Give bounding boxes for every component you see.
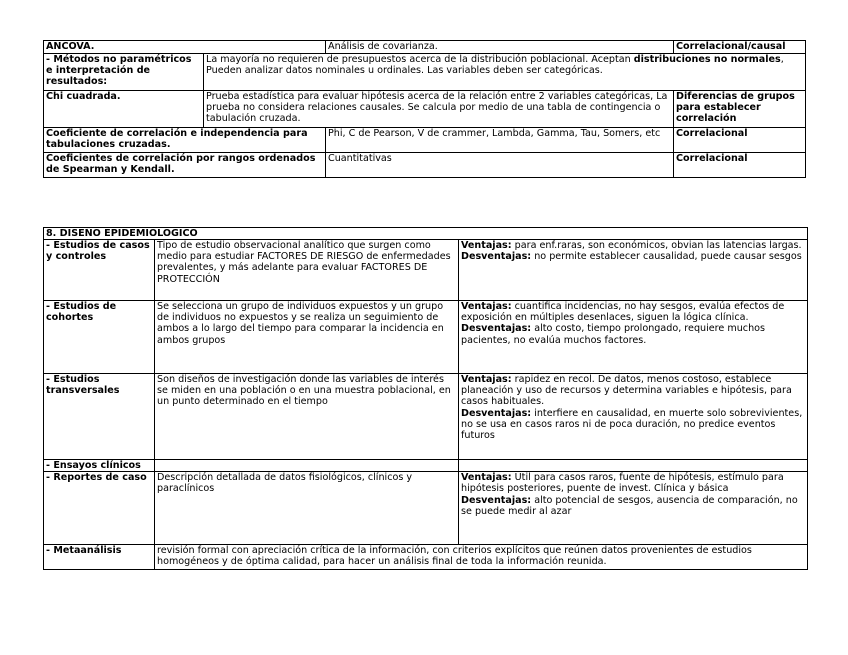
cell-desc: La mayoría no requieren de presupuestos acerca de la distribución poblacional. Aceptan distribuciones no normales, Pueden analizar datos nominales u ordinales. Las variables deben ser categóricas. <box>204 54 806 91</box>
design-pros-cons: Ventajas: rapidez en recol. De datos, menos costoso, establece planeación y uso de recursos y determina variables e hipótesis, para casos habituales. Desventajas: interfiere en causalidad, en muerte solo sobrevivientes, no se usa en casos raros ni de poca duración, no predice eventos futuros <box>459 374 808 460</box>
cell-desc: Análisis de covarianza. <box>326 41 674 54</box>
cell-desc: Cuantitativas <box>326 153 674 178</box>
design-desc: Son diseños de investigación donde las variables de interés se miden en una población o en una muestra poblacional, en un punto determinado en el tiempo <box>155 374 459 460</box>
cell-type: Correlacional <box>674 153 806 178</box>
design-desc: Descripción detallada de datos fisiológicos, clínicos y paraclínicos <box>155 472 459 545</box>
cell-desc: Phi, C de Pearson, V de crammer, Lambda, Gamma, Tau, Somers, etc <box>326 128 674 153</box>
design-name: - Estudios de cohortes <box>44 301 155 374</box>
cell-name: Coeficiente de correlación e independencia para tabulaciones cruzadas. <box>44 128 326 153</box>
design-desc: revisión formal con apreciación crítica de la información, con criterios explícitos que reúnen datos provenientes de estudios homogéneos y de óptima calidad, para hacer un análisis final de toda la información reunida. <box>155 545 808 570</box>
cell-desc: Prueba estadística para evaluar hipótesis acerca de la relación entre 2 variables categóricas, La prueba no considera relaciones causales. Se calcula por medio de una tabla de contingencia o tabulación cruzada. <box>204 91 674 128</box>
cell-type: Correlacional/causal <box>674 41 806 54</box>
section-title: 8. DISEÑO EPIDEMIOLÓGICO <box>44 228 808 240</box>
design-name: - Ensayos clínicos <box>44 460 155 472</box>
cell-name: Coeficientes de correlación por rangos ordenados de Spearman y Kendall. <box>44 153 326 178</box>
design-name: - Metaanálisis <box>44 545 155 570</box>
design-pros-cons: Ventajas: para enf.raras, son económicos, obvian las latencias largas. Desventajas: no permite establecer causalidad, puede causar sesgos <box>459 240 808 301</box>
design-desc: Se selecciona un grupo de individuos expuestos y un grupo de individuos no expuestos y se realiza un seguimiento de ambos a lo largo del tiempo para comparar la incidencia en ambos grupos <box>155 301 459 374</box>
design-pros-cons: Ventajas: cuantifica incidencias, no hay sesgos, evalúa efectos de exposición en múltiples desenlaces, siguen la lógica clínica. Desventajas: alto costo, tiempo prolongado, requiere muchos pacientes, no evalúa muchos factores. <box>459 301 808 374</box>
cell-name: ANCOVA. <box>44 41 326 54</box>
design-desc: Tipo de estudio observacional analítico que surgen como medio para estudiar FACTORES DE RIESGO de enfermedades prevalentes, y más adelante para evaluar FACTORES DE PROTECCIÓN <box>155 240 459 301</box>
design-name: - Estudios de casos y controles <box>44 240 155 301</box>
epidemiological-design-table <box>43 227 808 570</box>
design-name: - Reportes de caso <box>44 472 155 545</box>
design-name: - Estudios transversales <box>44 374 155 460</box>
cell-name: Chi cuadrada. <box>44 91 204 128</box>
statistics-table <box>43 40 806 178</box>
design-desc <box>155 460 459 472</box>
design-pros-cons <box>459 460 808 472</box>
design-pros-cons: Ventajas: Útil para casos raros, fuente de hipótesis, estímulo para hipótesis posteriores, puente de invest. Clínica y básica Desventajas: alto potencial de sesgos, ausencia de comparación, no se puede medir al azar <box>459 472 808 545</box>
cell-name: - Métodos no paramétricos e interpretación de resultados: <box>44 54 204 91</box>
cell-type: Correlacional <box>674 128 806 153</box>
cell-type: Diferencias de grupos para establecer correlación <box>674 91 806 128</box>
